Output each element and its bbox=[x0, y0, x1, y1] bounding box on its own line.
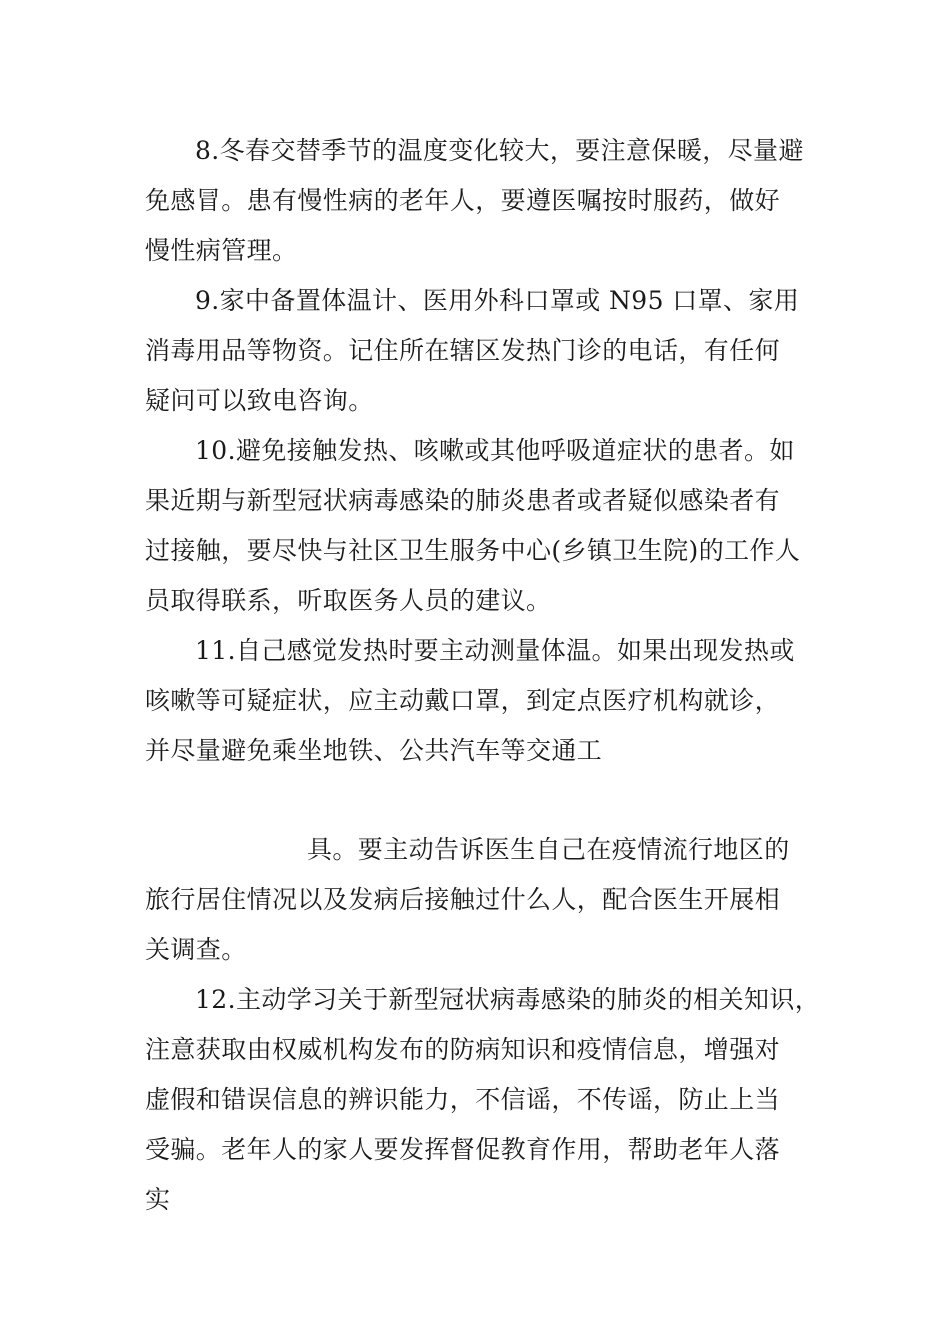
text-line: 关调查。 bbox=[145, 935, 247, 964]
text-line: 8.冬春交替季节的温度变化较大，要注意保暖，尽量避 bbox=[195, 136, 804, 165]
text-line: 具。要主动告诉医生自己在疫情流行地区的 bbox=[307, 835, 790, 864]
text-line: 9.家中备置体温计、医用外科口罩或 N95 口罩、家用 bbox=[195, 286, 800, 315]
text-line: 旅行居住情况以及发病后接触过什么人，配合医生开展相 bbox=[145, 885, 781, 914]
text-line: 慢性病管理。 bbox=[145, 236, 298, 265]
text-line: 消毒用品等物资。记住所在辖区发热门诊的电话，有任何 bbox=[145, 336, 781, 365]
text-line: 11.自己感觉发热时要主动测量体温。如果出现发热或 bbox=[195, 636, 795, 665]
text-line: 虚假和错误信息的辨识能力，不信谣，不传谣，防止上当 bbox=[145, 1085, 781, 1114]
text-line: 受骗。老年人的家人要发挥督促教育作用，帮助老年人落 bbox=[145, 1135, 781, 1164]
text-line: 实 bbox=[145, 1185, 171, 1214]
text-line: 并尽量避免乘坐地铁、公共汽车等交通工 bbox=[145, 736, 603, 765]
text-line: 咳嗽等可疑症状，应主动戴口罩，到定点医疗机构就诊， bbox=[145, 686, 781, 715]
text-line: 疑问可以致电咨询。 bbox=[145, 386, 374, 415]
text-line: 员取得联系，听取医务人员的建议。 bbox=[145, 586, 552, 615]
text-line: 免感冒。患有慢性病的老年人，要遵医嘱按时服药，做好 bbox=[145, 186, 781, 215]
text-line: 12.主动学习关于新型冠状病毒感染的肺炎的相关知识， bbox=[195, 985, 821, 1014]
text-line: 过接触，要尽快与社区卫生服务中心(乡镇卫生院)的工作人 bbox=[145, 536, 801, 565]
text-line: 果近期与新型冠状病毒感染的肺炎患者或者疑似感染者有 bbox=[145, 486, 781, 515]
text-line: 注意获取由权威机构发布的防病知识和疫情信息，增强对 bbox=[145, 1035, 781, 1064]
text-line: 10.避免接触发热、咳嗽或其他呼吸道症状的患者。如 bbox=[195, 436, 795, 465]
